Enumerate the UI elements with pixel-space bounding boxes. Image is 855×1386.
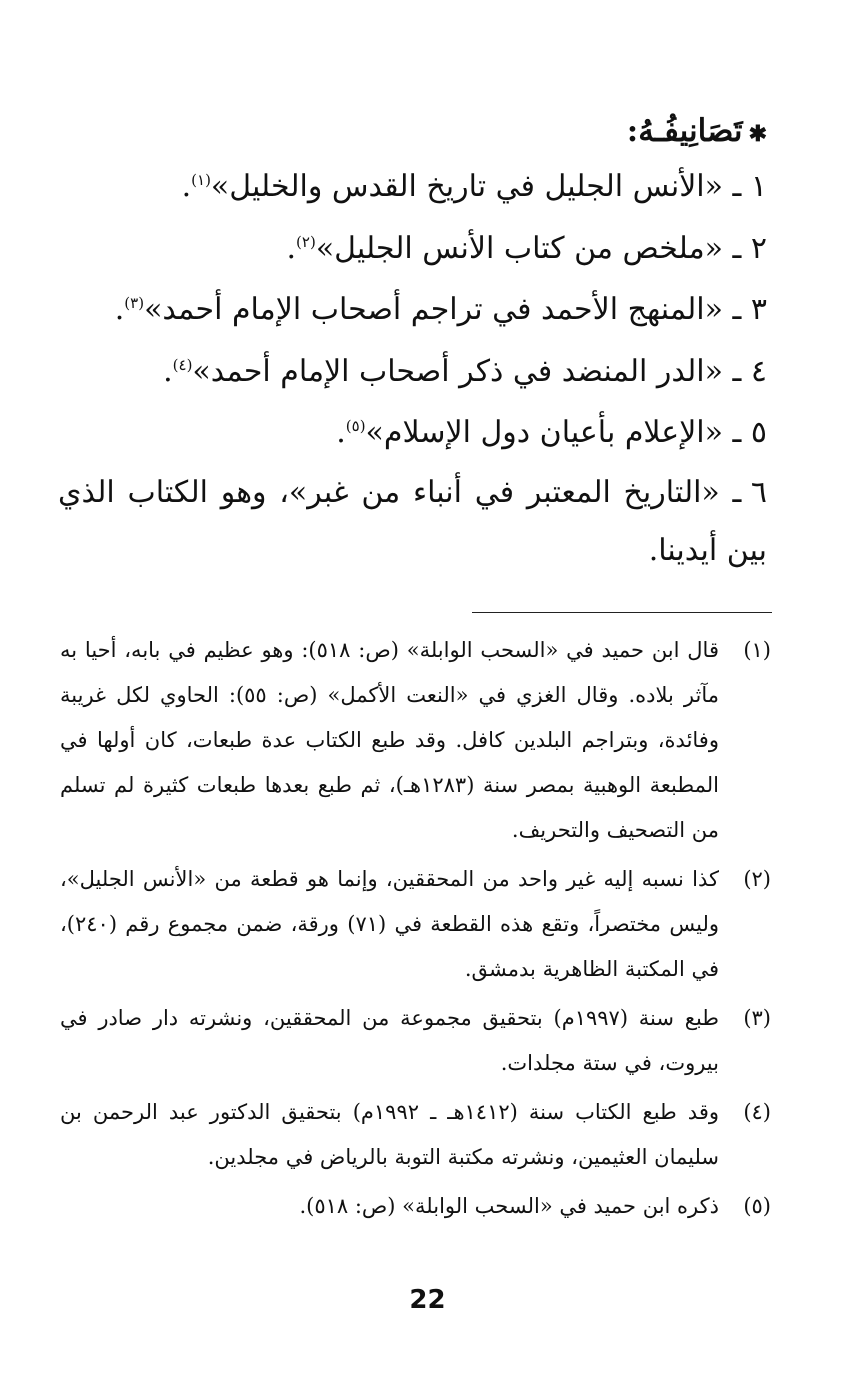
section-heading [58, 106, 767, 156]
footnote [60, 628, 771, 853]
work-end: . [114, 292, 125, 327]
work-number: ٤ ـ [732, 353, 767, 389]
footnote-marker: (٤) [172, 355, 193, 374]
heading-text: تَصَانِيفُـهُ: [626, 113, 743, 149]
footnote [60, 1184, 771, 1229]
work-number: ٥ ـ [732, 415, 767, 450]
footnote-number: (١) [743, 638, 771, 662]
footnote-text: وقد طبع الكتاب سنة (١٤١٢هـ ـ ١٩٩٢م) بتحقيق الدكتور عبد الرحمن بن سليمان العثيمين، ونشرته مكتبة التوبة بالرياض في مجلدين. [60, 1100, 719, 1169]
work-title: «التاريخ المعتبر في أنباء من غبر»، وهو الكتاب الذي بين أيدينا. [58, 474, 767, 568]
footnote-separator [472, 612, 772, 613]
footnote-text: طبع سنة (١٩٩٧م) بتحقيق مجموعة من المحققين، ونشرته دار صادر في بيروت، في ستة مجلدات. [60, 1006, 719, 1075]
page-number: 22 [409, 1285, 446, 1315]
footnote-number: (٥) [743, 1194, 771, 1218]
footnote-text: كذا نسبه إليه غير واحد من المحققين، وإنما هو قطعة من «الأنس الجليل»، وليس مختصراً، وتقع هذه القطعة في (٧١) ورقة، ضمن مجموع رقم (٢٤٠)، في المكتبة الظاهرية بدمشق. [60, 867, 719, 981]
footnote-number: (٤) [743, 1100, 771, 1124]
work-item [58, 464, 767, 580]
work-item [58, 402, 767, 464]
footnote [60, 857, 771, 992]
footnotes [60, 628, 771, 1233]
footnote-text: ذكره ابن حميد في «السحب الوابلة» (ص: ٥١٨). [299, 1194, 719, 1218]
work-item [58, 156, 767, 218]
work-number: ٣ ـ [732, 292, 767, 327]
work-number: ٢ ـ [732, 230, 767, 266]
main-text [58, 106, 767, 580]
work-title: «ملخص من كتاب الأنس الجليل» [315, 230, 723, 266]
work-end: . [286, 230, 297, 266]
star-icon: ✱ [748, 121, 767, 147]
work-end: . [336, 415, 346, 450]
work-item [58, 279, 767, 341]
footnote [60, 996, 771, 1086]
work-number: ١ ـ [732, 169, 767, 204]
footnote-number: (٢) [743, 867, 771, 891]
work-end: . [163, 353, 173, 389]
work-title: «المنهج الأحمد في تراجم أصحاب الإمام أحمد» [144, 292, 723, 327]
work-item [58, 218, 767, 280]
footnote-marker: (٢) [296, 232, 316, 251]
footnote-text: قال ابن حميد في «السحب الوابلة» (ص: ٥١٨): وهو عظيم في بابه، أحيا به مآثر بلاده. وقال الغزي في «النعت الأكمل» (ص: ٥٥): الحاوي لكل غريبة وفائدة، وبتراجم البلدين كافل. وقد طبع الكتاب عدة طبعات، كان أولها في المطبعة الوهبية بمصر سنة (١٢٨٣هـ)، ثم طبع بعدها طبعات كثيرة لم تسلم من التصحيف والتحريف. [60, 638, 719, 842]
footnote-number: (٣) [743, 1006, 771, 1030]
work-end: . [181, 169, 192, 204]
work-number: ٦ ـ [732, 474, 767, 510]
footnote-marker: (٥) [345, 417, 366, 435]
footnote-marker: (٣) [124, 294, 145, 312]
work-title: «الإعلام بأعيان دول الإسلام» [365, 415, 723, 450]
work-item [58, 341, 767, 403]
footnote [60, 1090, 771, 1180]
work-title: «الأنس الجليل في تاريخ القدس والخليل» [210, 169, 723, 204]
work-title: «الدر المنضد في ذكر أصحاب الإمام أحمد» [192, 353, 723, 389]
footnote-marker: (١) [191, 171, 211, 189]
